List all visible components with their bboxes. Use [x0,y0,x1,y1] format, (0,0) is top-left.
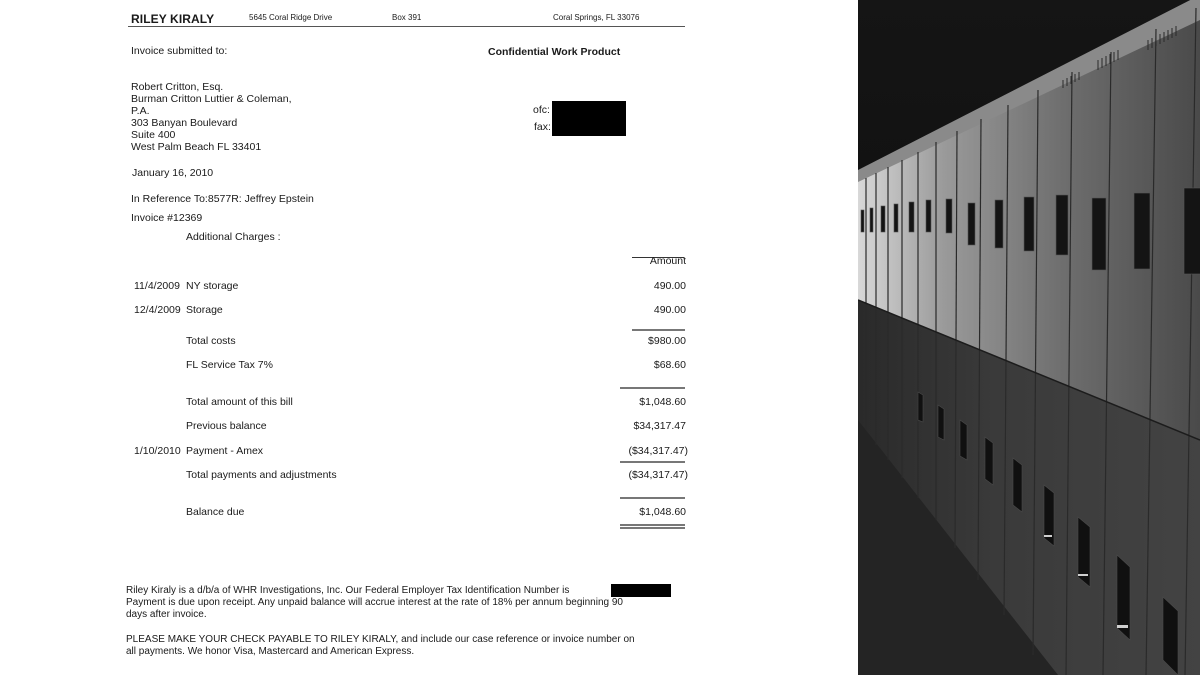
subtotal-rule [632,329,685,331]
additional-charges-label: Additional Charges : [186,231,281,243]
invoice-date: January 16, 2010 [132,167,214,179]
company-city: Coral Springs, FL 33076 [553,13,640,22]
payments-rule [620,461,685,463]
company-box: Box 391 [392,13,422,22]
recipient-line: Burman Critton Luttier & Coleman, [131,93,292,105]
footer-line: Riley Kiraly is a d/b/a of WHR Investigations, Inc. Our Federal Employer Tax Identification Number is [126,585,570,596]
recipient-line: P.A. [131,105,150,117]
balance-due-label: Balance due [186,506,245,518]
recipient-address [131,81,291,153]
footer-payment-instructions [126,634,726,658]
payments-total-label: Total payments and adjustments [186,469,337,481]
bill-total-rule [620,387,685,389]
company-name: RILEY KIRALY [131,12,215,26]
previous-balance-amount: $34,317.47 [633,420,686,432]
balance-due-amount: $1,048.60 [639,506,686,518]
company-street: 5645 Coral Ridge Drive [249,13,333,22]
line-item-description: Storage [186,304,223,316]
footer-line: days after invoice. [126,609,207,620]
double-underline-top [620,524,685,526]
line-item-description: NY storage [186,280,239,292]
total-costs-label: Total costs [186,335,236,347]
submitted-label: Invoice submitted to: [131,45,228,57]
balance-rule [620,497,685,499]
bill-total-label: Total amount of this bill [186,396,293,408]
tax-amount: $68.60 [653,359,686,371]
payment-label: Payment - Amex [186,445,264,457]
footer-line: all payments. We honor Visa, Mastercard and American Express. [126,646,415,657]
recipient-line: West Palm Beach FL 33401 [131,141,262,153]
amount-column-header: Amount [649,255,686,267]
letterhead-rule [128,26,685,27]
total-costs-amount: $980.00 [648,335,686,347]
payment-date: 1/10/2010 [134,445,181,457]
recipient-line: Suite 400 [131,129,176,141]
payment-amount: ($34,317.47) [628,445,688,457]
redacted-contact-block [552,101,626,136]
line-item-amount: 490.00 [653,304,686,316]
previous-balance-label: Previous balance [186,420,267,432]
redacted-tax-id [611,584,671,597]
ofc-label: ofc: [533,104,550,116]
fax-label: fax: [534,121,551,133]
line-item-date: 12/4/2009 [134,304,181,316]
recipient-line: 303 Banyan Boulevard [131,117,238,129]
recipient-line: Robert Critton, Esq. [131,81,224,93]
footer-line: PLEASE MAKE YOUR CHECK PAYABLE TO RILEY KIRALY, and include our case reference or invoice number on [126,634,635,645]
confidential-label: Confidential Work Product [488,46,621,58]
tax-label: FL Service Tax 7% [186,359,273,371]
footer-line: Payment is due upon receipt. Any unpaid balance will accrue interest at the rate of 18% per annum beginning 90 [126,597,623,608]
line-item-amount: 490.00 [653,280,686,292]
invoice-number: Invoice #12369 [131,212,203,224]
line-item-date: 11/4/2009 [134,280,180,292]
bill-total-amount: $1,048.60 [639,396,686,408]
double-underline-bottom [620,527,685,529]
case-reference: In Reference To:8577R: Jeffrey Epstein [131,193,314,205]
payments-total-amount: ($34,317.47) [628,469,688,481]
hallway-lockers-photo [858,0,1200,675]
